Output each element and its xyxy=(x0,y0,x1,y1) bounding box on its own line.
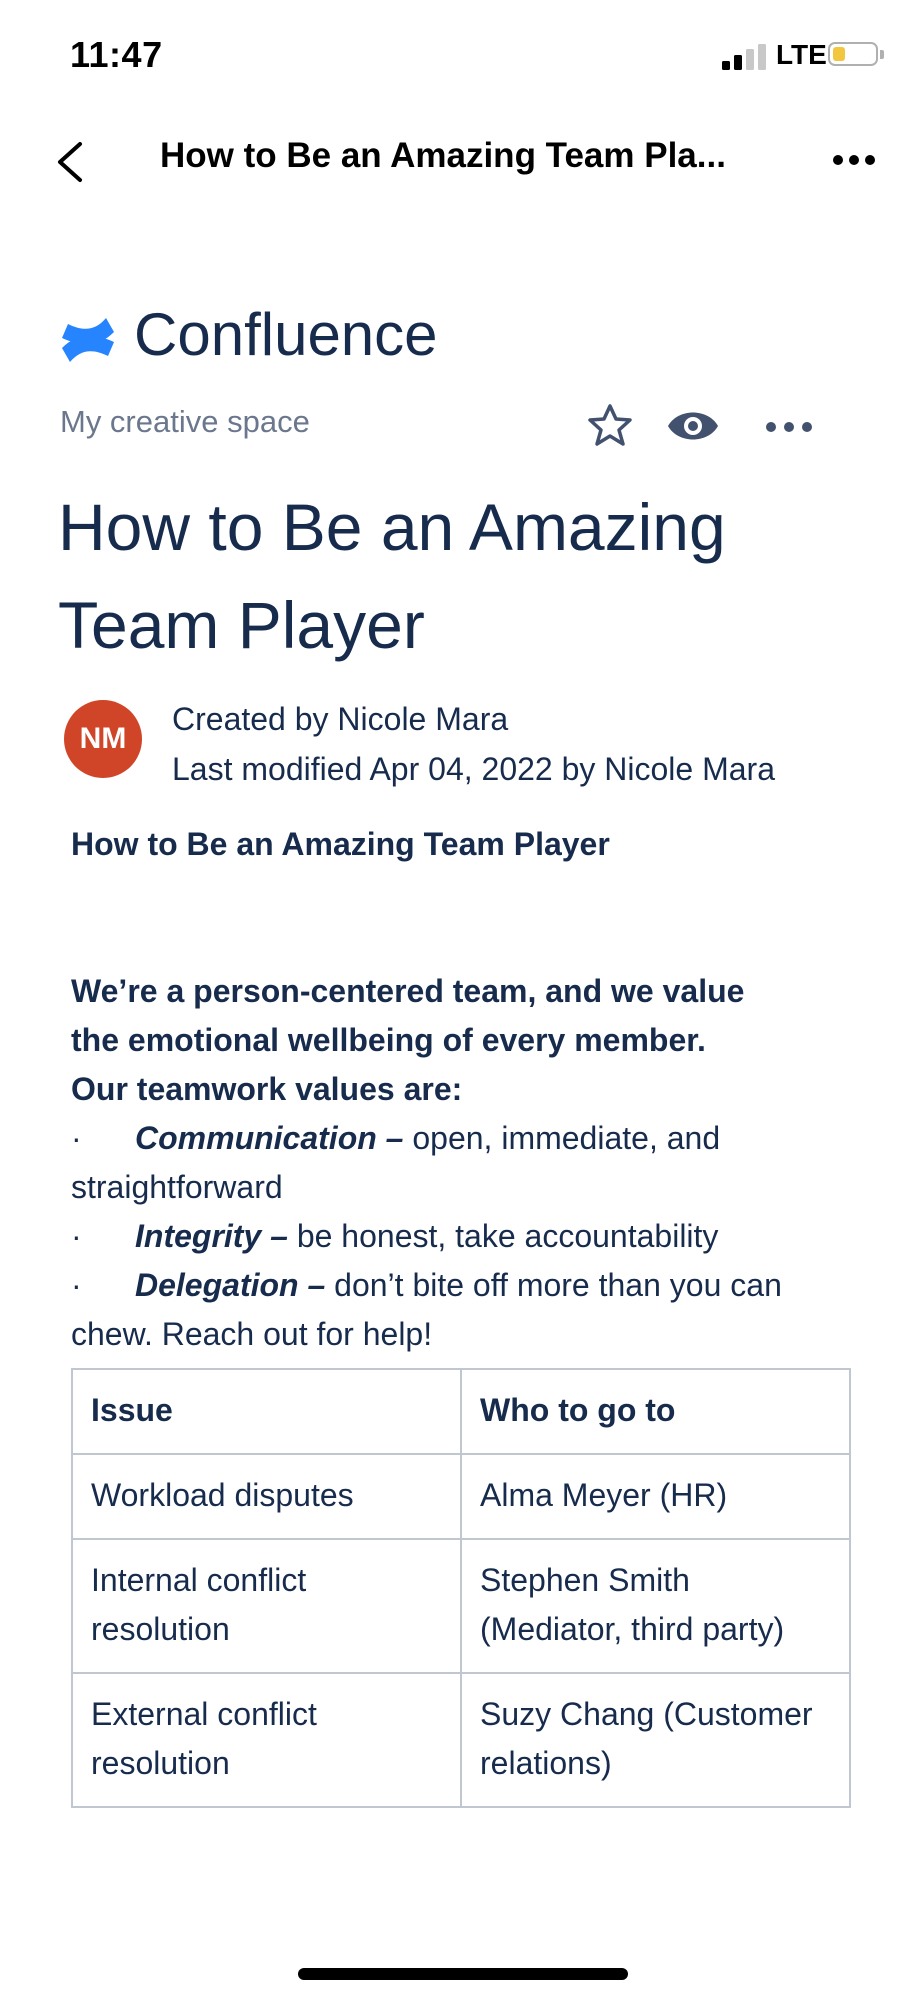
battery-tip xyxy=(880,50,884,59)
battery-icon xyxy=(828,42,878,66)
status-bar xyxy=(0,0,924,110)
bullet-marker: · xyxy=(71,1218,82,1254)
confluence-logo-icon xyxy=(58,312,118,368)
table-cell: Suzy Chang (Customer relations) xyxy=(461,1673,850,1807)
table-cell: Alma Meyer (HR) xyxy=(461,1454,850,1539)
table-cell: Internal conflict resolution xyxy=(72,1539,461,1673)
watch-icon[interactable] xyxy=(666,404,720,448)
avatar[interactable]: NM xyxy=(64,700,142,778)
table-header-cell: Issue xyxy=(72,1369,461,1454)
value-item-communication xyxy=(71,1114,861,1212)
nav-title: How to Be an Amazing Team Pla... xyxy=(160,136,726,175)
table-row xyxy=(72,1454,850,1539)
byline xyxy=(172,694,775,794)
battery-level xyxy=(833,47,845,61)
table-header-row xyxy=(72,1369,850,1454)
table-row xyxy=(72,1539,850,1673)
table-row xyxy=(72,1673,850,1807)
value-item-delegation xyxy=(71,1261,861,1359)
table-header-cell: Who to go to xyxy=(461,1369,850,1454)
table-cell: Stephen Smith (Mediator, third party) xyxy=(461,1539,850,1673)
page-more-icon[interactable] xyxy=(764,414,814,440)
bullet-marker: · xyxy=(71,1120,82,1156)
page-title: How to Be an Amazing Team Player xyxy=(58,490,726,662)
signal-icon xyxy=(722,44,768,70)
value-term: Delegation – xyxy=(135,1267,326,1303)
contacts-table xyxy=(71,1368,851,1808)
bullet-marker: · xyxy=(71,1267,82,1303)
intro-line-3: Our teamwork values are: xyxy=(71,1071,463,1107)
network-label: LTE xyxy=(776,39,827,70)
back-chevron-icon[interactable] xyxy=(50,140,90,184)
value-item-integrity xyxy=(71,1212,861,1261)
home-indicator[interactable] xyxy=(298,1968,628,1980)
intro-line-1: We’re a person-centered team, and we value xyxy=(71,973,745,1009)
value-term: Integrity – xyxy=(135,1218,288,1254)
value-term: Communication – xyxy=(135,1120,404,1156)
star-icon[interactable] xyxy=(586,402,634,450)
spacer xyxy=(71,869,861,967)
created-by: Created by Nicole Mara xyxy=(172,701,509,737)
last-modified: Last modified Apr 04, 2022 by Nicole Mara xyxy=(172,751,775,787)
value-desc: be honest, take accountability xyxy=(287,1218,719,1254)
body-heading: How to Be an Amazing Team Player xyxy=(71,826,610,862)
intro-line-2: the emotional wellbeing of every member. xyxy=(71,1022,706,1058)
more-icon[interactable] xyxy=(832,146,876,174)
space-name[interactable]: My creative space xyxy=(60,404,310,439)
status-time: 11:47 xyxy=(70,34,163,75)
page-body xyxy=(71,820,861,1359)
value-desc: don’t bite off more than you can chew. Reach out for help! xyxy=(71,1267,782,1352)
table-cell: Workload disputes xyxy=(72,1454,461,1539)
product-name: Confluence xyxy=(134,301,438,368)
table-cell: External conflict resolution xyxy=(72,1673,461,1807)
value-desc: open, immediate, and straightforward xyxy=(71,1120,721,1205)
